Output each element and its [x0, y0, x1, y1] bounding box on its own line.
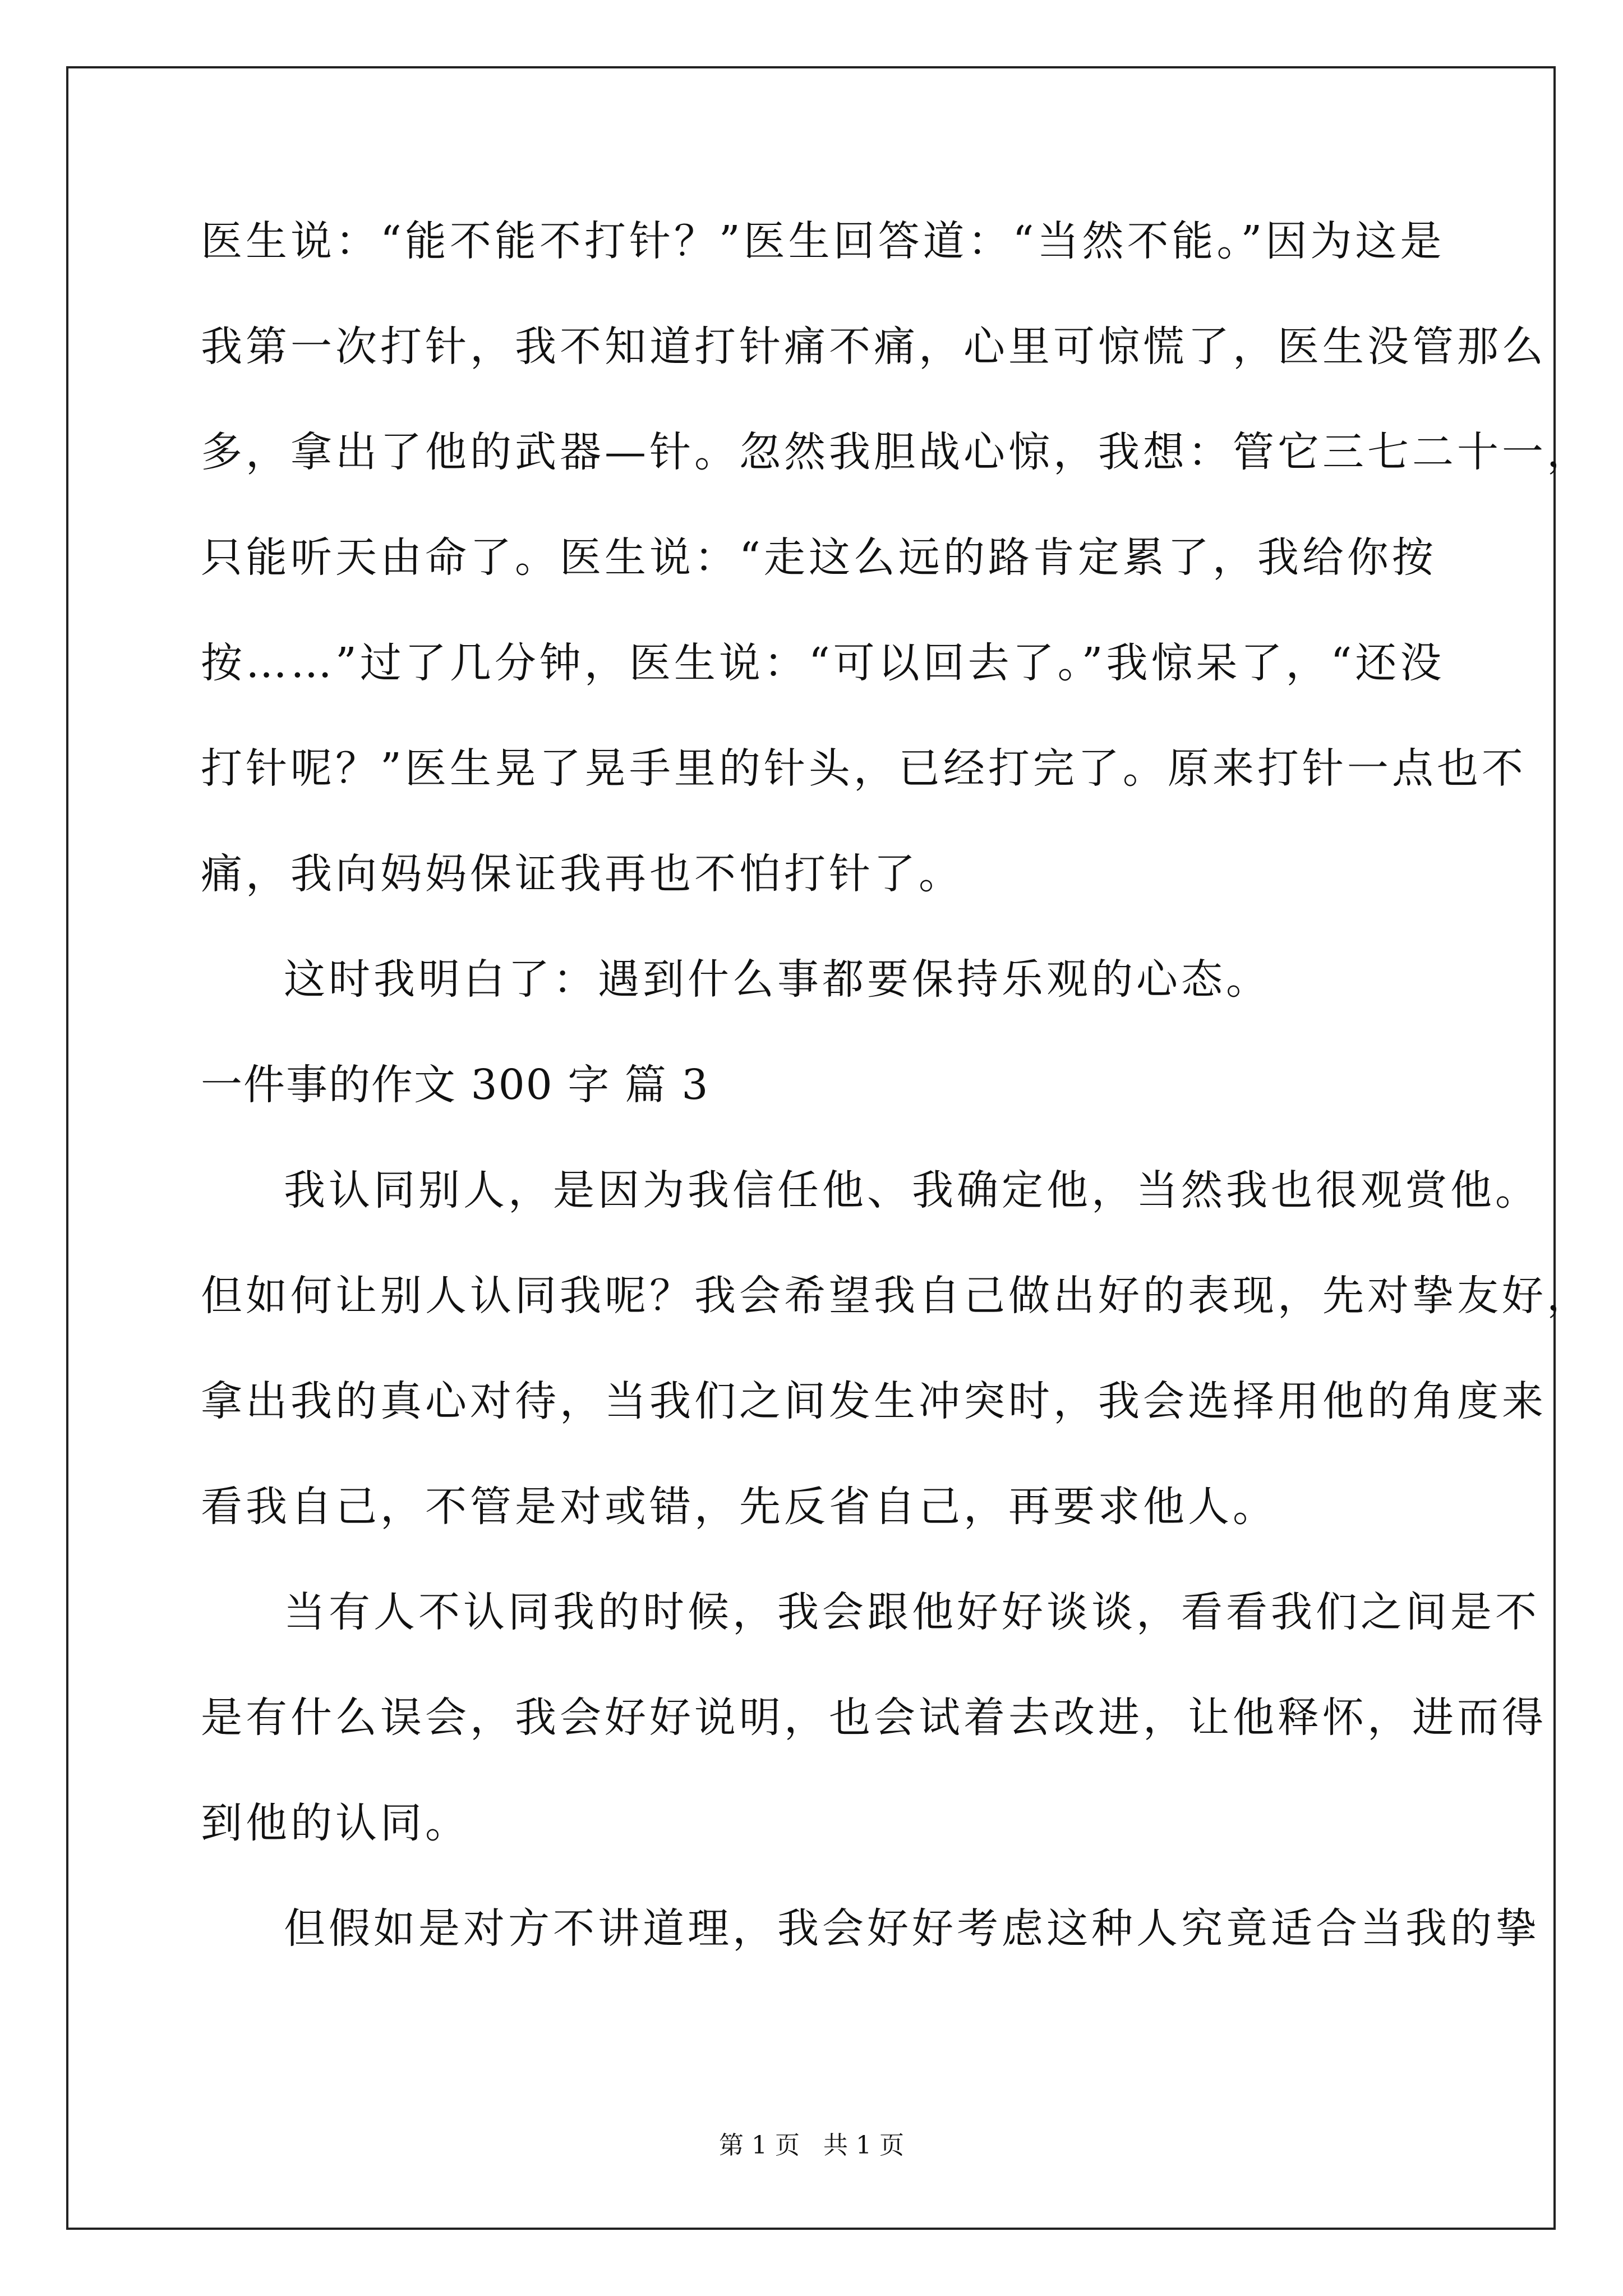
paragraph-line: 当有人不认同我的时候，我会跟他好好谈谈，看看我们之间是不	[284, 1588, 1540, 1636]
paragraph-line: 我认同别人，是因为我信任他、我确定他，当然我也很观赏他。	[284, 1166, 1540, 1214]
page-number: 第 1 页	[719, 2131, 800, 2160]
page-footer	[0, 2129, 1623, 2162]
text-line: 拿出我的真心对待，当我们之间发生冲突时，我会选择用他的角度来	[201, 1377, 1547, 1425]
text-line: 痛，我向妈妈保证我再也不怕打针了。	[201, 850, 963, 898]
page-total: 共 1 页	[823, 2131, 904, 2160]
text-line: 看我自己，不管是对或错，先反省自己，再要求他人。	[201, 1483, 1278, 1531]
paragraph-line: 这时我明白了：遇到什么事都要保持乐观的心态。	[284, 955, 1271, 1004]
text-line: 医生说：“能不能不打针？”医生回答道：“当然不能。”因为这是	[201, 217, 1445, 265]
text-line: 多，拿出了他的武器—针。忽然我胆战心惊，我想：管它三七二十一，	[201, 428, 1592, 476]
text-line: 只能听天由命了。医生说：“走这么远的路肯定累了，我给你按	[201, 533, 1437, 582]
text-line: 但如何让别人认同我呢？我会希望我自己做出好的表现，先对挚友好，	[201, 1272, 1592, 1320]
text-line: 是有什么误会，我会好好说明，也会试着去改进，让他释怀，进而得	[201, 1694, 1547, 1742]
text-line: 我第一次打针，我不知道打针痛不痛，心里可惊慌了，医生没管那么	[201, 323, 1547, 371]
text-line: 按……”过了几分钟，医生说：“可以回去了。”我惊呆了，“还没	[201, 639, 1445, 687]
section-heading: 一件事的作文 300 字 篇 3	[201, 1061, 709, 1109]
text-line: 到他的认同。	[201, 1799, 470, 1847]
paragraph-line: 但假如是对方不讲道理，我会好好考虑这种人究竟适合当我的挚	[284, 1904, 1540, 1953]
text-line: 打针呢？”医生晃了晃手里的针头，已经打完了。原来打针一点也不	[201, 744, 1527, 793]
